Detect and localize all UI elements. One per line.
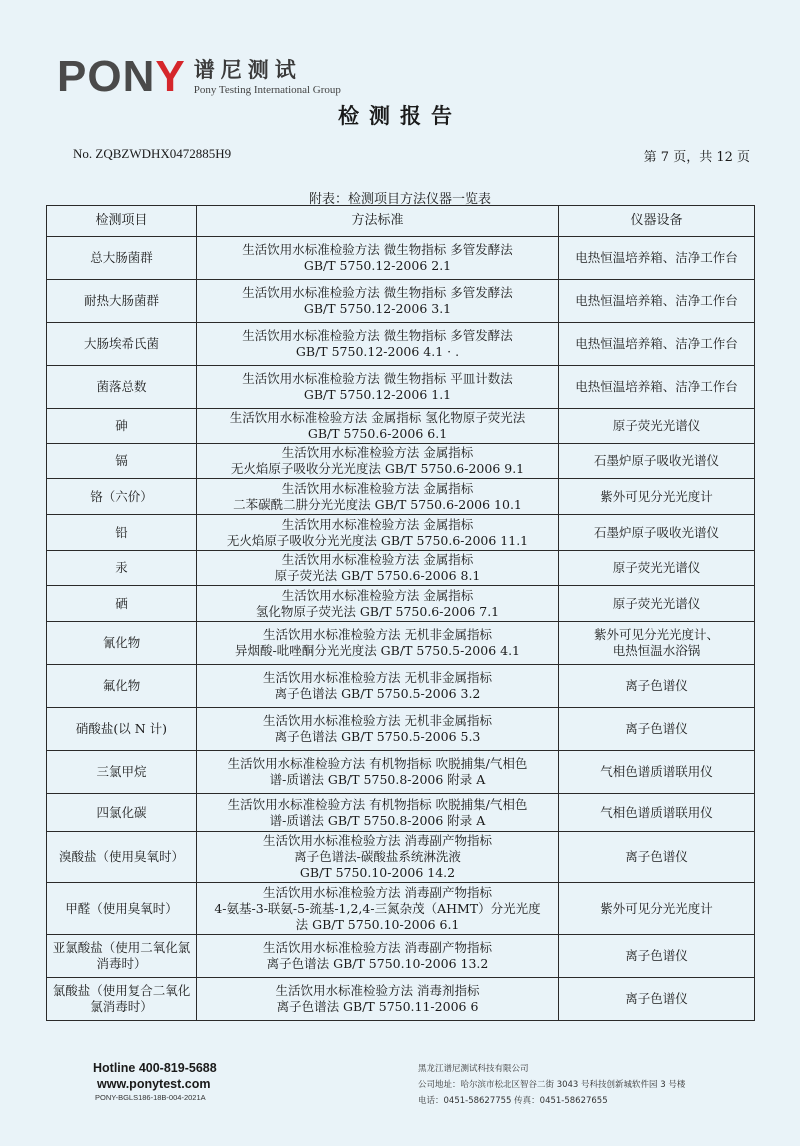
cell-item: 三氯甲烷 [47, 751, 197, 794]
cell-instrument: 电热恒温培养箱、洁净工作台 [559, 366, 755, 409]
cell-instrument: 电热恒温培养箱、洁净工作台 [559, 237, 755, 280]
cell-item: 亚氯酸盐（使用二氧化氯消毒时） [47, 935, 197, 978]
table-row [47, 551, 755, 586]
footer-company-info [418, 1061, 685, 1109]
cell-method: 生活饮用水标准检验方法 微生物指标 多管发酵法 GB/T 5750.12-2006 4.1 · . [197, 323, 559, 366]
table-row [47, 708, 755, 751]
cell-method: 生活饮用水标准检验方法 金属指标 无火焰原子吸收分光光度法 GB/T 5750.6-2006 11.1 [197, 515, 559, 551]
table-row [47, 237, 755, 280]
table-row [47, 622, 755, 665]
company-address: 公司地址：哈尔滨市松北区智谷二街 3043 号科技创新城软件园 3 号楼 [418, 1080, 686, 1090]
cell-instrument: 紫外可见分光光度计、 电热恒温水浴锅 [559, 622, 755, 665]
table-row [47, 665, 755, 708]
cell-instrument: 紫外可见分光光度计 [559, 479, 755, 515]
company-logo [57, 52, 341, 101]
cell-item: 耐热大肠菌群 [47, 280, 197, 323]
cell-item: 氯酸盐（使用复合二氧化氯消毒时） [47, 978, 197, 1021]
cell-instrument: 离子色谱仪 [559, 832, 755, 883]
cell-method: 生活饮用水标准检验方法 金属指标 二苯碳酰二肼分光光度法 GB/T 5750.6-2006 10.1 [197, 479, 559, 515]
table-row [47, 978, 755, 1021]
website-link[interactable]: www.ponytest.com [97, 1077, 211, 1091]
logo-english-name: Pony Testing International Group [193, 84, 341, 96]
cell-instrument: 原子荧光光谱仪 [559, 409, 755, 444]
cell-instrument: 电热恒温培养箱、洁净工作台 [559, 323, 755, 366]
cell-method: 生活饮用水标准检验方法 微生物指标 多管发酵法 GB/T 5750.12-2006 3.1 [197, 280, 559, 323]
table-row [47, 751, 755, 794]
column-header-instrument: 仪器设备 [559, 206, 755, 237]
cell-instrument: 紫外可见分光光度计 [559, 883, 755, 935]
cell-item: 氟化物 [47, 665, 197, 708]
table-row [47, 479, 755, 515]
cell-item: 总大肠菌群 [47, 237, 197, 280]
cell-method: 生活饮用水标准检验方法 有机物指标 吹脱捕集/气相色 谱-质谱法 GB/T 5750.8-2006 附录 A [197, 794, 559, 832]
table-row [47, 444, 755, 479]
cell-item: 硝酸盐(以 N 计) [47, 708, 197, 751]
method-instrument-table [46, 205, 755, 1021]
cell-method: 生活饮用水标准检验方法 金属指标 氢化物原子荧光法 GB/T 5750.6-2006 7.1 [197, 586, 559, 622]
cell-method: 生活饮用水标准检验方法 金属指标 原子荧光法 GB/T 5750.6-2006 8.1 [197, 551, 559, 586]
cell-method: 生活饮用水标准检验方法 无机非金属指标 异烟酸-吡唑酮分光光度法 GB/T 5750.5-2006 4.1 [197, 622, 559, 665]
cell-instrument: 气相色谱质谱联用仪 [559, 751, 755, 794]
cell-instrument: 石墨炉原子吸收光谱仪 [559, 515, 755, 551]
cell-instrument: 石墨炉原子吸收光谱仪 [559, 444, 755, 479]
column-header-item: 检测项目 [47, 206, 197, 237]
hotline: Hotline 400-819-5688 [93, 1061, 217, 1075]
company-phone: 电话：0451-58627755 传真：0451-58627655 [418, 1096, 608, 1106]
table-row [47, 280, 755, 323]
cell-instrument: 气相色谱质谱联用仪 [559, 794, 755, 832]
cell-item: 铅 [47, 515, 197, 551]
cell-instrument: 离子色谱仪 [559, 978, 755, 1021]
table-row [47, 366, 755, 409]
cell-item: 溴酸盐（使用臭氧时） [47, 832, 197, 883]
cell-instrument: 原子荧光光谱仪 [559, 586, 755, 622]
cell-method: 生活饮用水标准检验方法 微生物指标 多管发酵法 GB/T 5750.12-2006 2.1 [197, 237, 559, 280]
table-row [47, 409, 755, 444]
cell-instrument: 离子色谱仪 [559, 665, 755, 708]
table-row [47, 794, 755, 832]
cell-item: 菌落总数 [47, 366, 197, 409]
cell-item: 硒 [47, 586, 197, 622]
footer-contact [93, 1060, 217, 1104]
logo-chinese-name: 谱尼测试 [193, 58, 302, 82]
cell-item: 砷 [47, 409, 197, 444]
cell-instrument: 离子色谱仪 [559, 708, 755, 751]
cell-method: 生活饮用水标准检验方法 无机非金属指标 离子色谱法 GB/T 5750.5-2006 3.2 [197, 665, 559, 708]
company-name: 黑龙江谱尼测试科技有限公司 [418, 1064, 529, 1074]
table-row [47, 586, 755, 622]
table-body [47, 237, 755, 1021]
logo-wordmark [57, 52, 186, 101]
cell-method: 生活饮用水标准检验方法 金属指标 氢化物原子荧光法 GB/T 5750.6-2006 6.1 [197, 409, 559, 444]
cell-item: 汞 [47, 551, 197, 586]
cell-method: 生活饮用水标准检验方法 消毒副产物指标 4-氨基-3-联氨-5-巯基-1,2,4-三氮杂茂（AHMT）分光光度 法 GB/T 5750.10-2006 6.1 [197, 883, 559, 935]
table-row [47, 832, 755, 883]
report-title: 检测报告 [338, 104, 462, 128]
cell-method: 生活饮用水标准检验方法 有机物指标 吹脱捕集/气相色 谱-质谱法 GB/T 5750.8-2006 附录 A [197, 751, 559, 794]
page-number: 第 7 页，共 12 页 [643, 150, 750, 165]
cell-instrument: 原子荧光光谱仪 [559, 551, 755, 586]
table-header-row [47, 206, 755, 237]
table-row [47, 515, 755, 551]
cell-method: 生活饮用水标准检验方法 无机非金属指标 离子色谱法 GB/T 5750.5-2006 5.3 [197, 708, 559, 751]
cell-instrument: 离子色谱仪 [559, 935, 755, 978]
column-header-method: 方法标准 [197, 206, 559, 237]
cell-instrument: 电热恒温培养箱、洁净工作台 [559, 280, 755, 323]
cell-method: 生活饮用水标准检验方法 金属指标 无火焰原子吸收分光光度法 GB/T 5750.6-2006 9.1 [197, 444, 559, 479]
logo-y: Y [155, 52, 186, 101]
cell-item: 镉 [47, 444, 197, 479]
logo-pon: PON [57, 52, 156, 101]
cell-item: 大肠埃希氏菌 [47, 323, 197, 366]
cell-method: 生活饮用水标准检验方法 消毒剂指标 离子色谱法 GB/T 5750.11-2006 6 [197, 978, 559, 1021]
cell-item: 四氯化碳 [47, 794, 197, 832]
table-row [47, 323, 755, 366]
document-code: PONY-BGLS186-18B-004-2021A [95, 1093, 206, 1102]
table-caption: 附表：检测项目方法仪器一览表 [308, 192, 491, 207]
cell-item: 氰化物 [47, 622, 197, 665]
table-row [47, 935, 755, 978]
cell-item: 铬（六价） [47, 479, 197, 515]
cell-item: 甲醛（使用臭氧时） [47, 883, 197, 935]
table-row [47, 883, 755, 935]
report-number: No. ZQBZWDHX0472885H9 [73, 146, 232, 161]
cell-method: 生活饮用水标准检验方法 消毒副产物指标 离子色谱法-碳酸盐系统淋洗液 GB/T 5750.10-2006 14.2 [197, 832, 559, 883]
cell-method: 生活饮用水标准检验方法 微生物指标 平皿计数法 GB/T 5750.12-2006 1.1 [197, 366, 559, 409]
cell-method: 生活饮用水标准检验方法 消毒副产物指标 离子色谱法 GB/T 5750.10-2006 13.2 [197, 935, 559, 978]
